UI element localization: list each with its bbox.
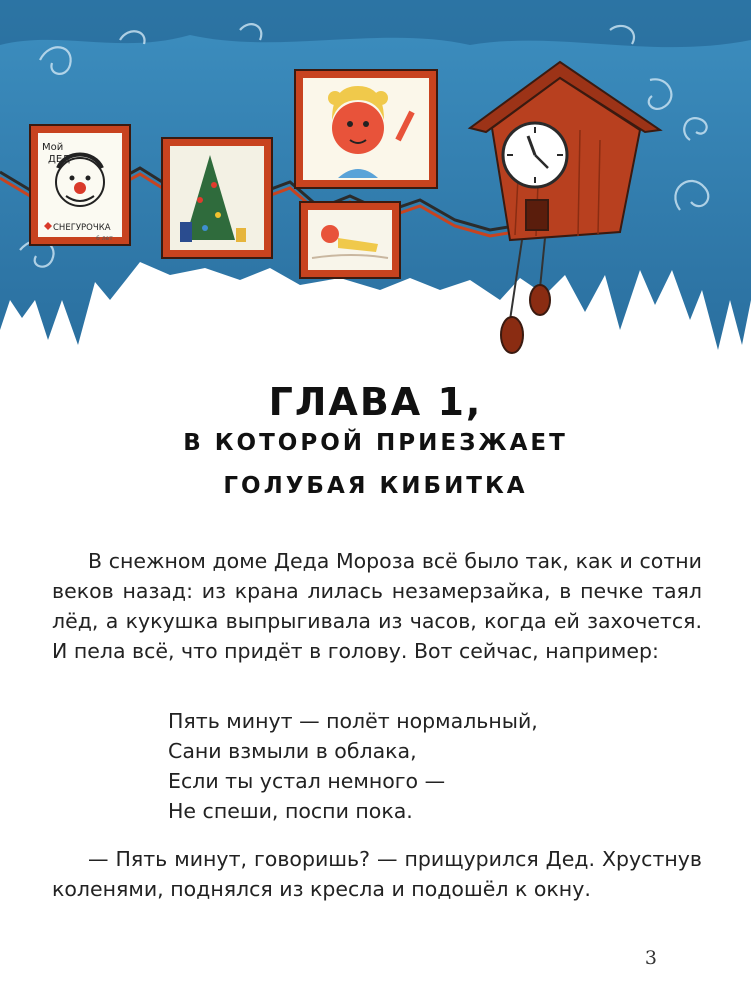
paragraph-2-text: — Пять минут, говоришь? — прищурился Дед. Хрустнув коленями, поднялся из кресла и подошёл к окну. [52, 847, 702, 901]
paragraph-1-text: В снежном доме Деда Мороза всё было так, как и сотни веков назад: из крана лилась незамерзайка, в печке таял лёд, а кукушка выпрыгивала из часов, когда ей захочется. И пела всё, что придёт в голову. Вот сейчас, например: [52, 549, 702, 663]
drawing-note: 6 лет [96, 235, 113, 242]
drawing-signature: СНЕГУРОЧКА [53, 223, 111, 233]
poem-line: Пять минут — полёт нормальный, [168, 709, 538, 733]
picture-frame-sleeping [300, 202, 400, 278]
chapter-title: ГЛАВА 1, [268, 380, 483, 424]
paragraph-intro [52, 546, 702, 666]
poem-line: Не спеши, поспи пока. [168, 799, 413, 823]
poem [168, 706, 538, 826]
page-number: 3 [644, 947, 657, 969]
drawing-caption-1: Мой [42, 142, 64, 153]
paragraph-dialogue [52, 844, 702, 904]
chapter-subtitle-line-2: ГОЛУБАЯ КИБИТКА [223, 473, 528, 499]
poem-line: Если ты устал немного — [168, 769, 446, 793]
chapter-illustration [0, 0, 751, 375]
poem-line: Сани взмыли в облака, [168, 739, 417, 763]
drawing-caption-2: ДЕД [48, 154, 70, 165]
picture-frame-grandpa [30, 125, 130, 245]
chapter-subtitle-line-1: В КОТОРОЙ ПРИЕЗЖАЕТ [183, 430, 568, 456]
picture-frame-tree [162, 138, 272, 258]
picture-frame-girl [295, 70, 437, 188]
